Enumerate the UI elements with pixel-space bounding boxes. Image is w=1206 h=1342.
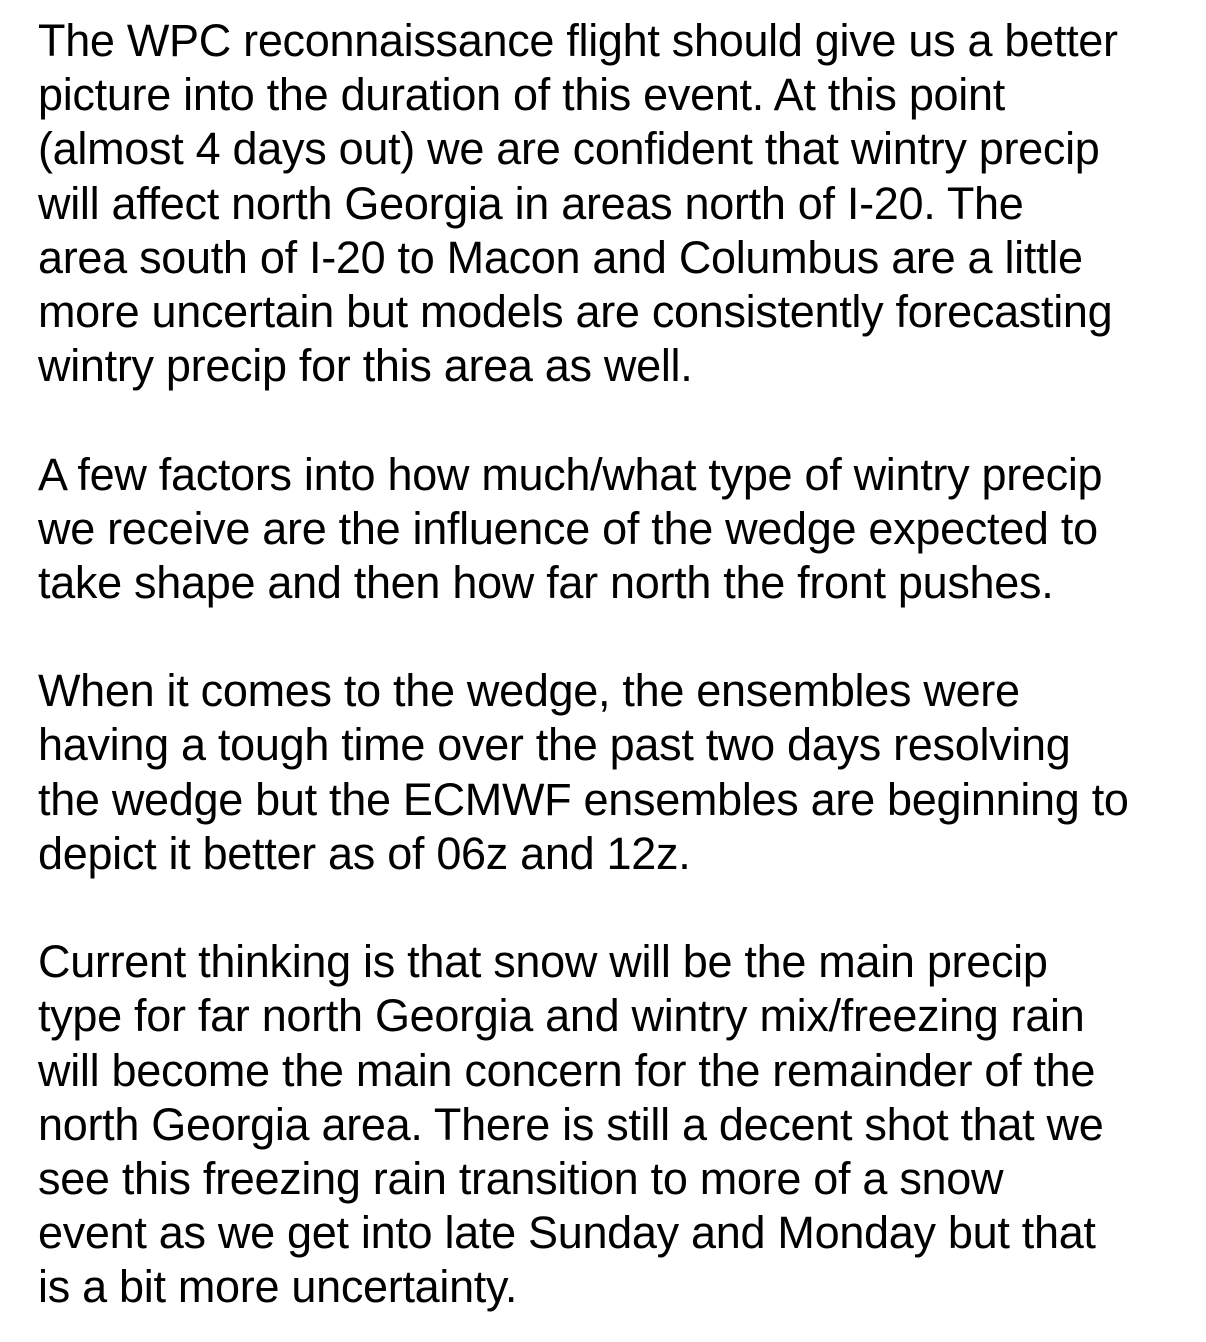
text-line: will affect north Georgia in areas north of I-20. The [38,177,1024,229]
paragraph-spacer [38,610,1188,664]
text-line: event as we get into late Sunday and Monday but that [38,1207,1096,1259]
text-line: having a tough time over the past two days resolving [38,719,1071,771]
text-line: depict it better as of 06z and 12z. [38,827,691,879]
text-line: see this freezing rain transition to more of a snow [38,1152,1004,1204]
paragraph-2 [38,448,1188,611]
text-line: picture into the duration of this event. At this point [38,69,1005,121]
text-line: more uncertain but models are consistently forecasting [38,285,1113,337]
text-line: type for far north Georgia and wintry mix/freezing rain [38,990,1085,1042]
text-line: will become the main concern for the remainder of the [38,1044,1096,1096]
text-line: take shape and then how far north the front pushes. [38,556,1054,608]
text-line: the wedge but the ECMWF ensembles are beginning to [38,773,1129,825]
text-line: The WPC reconnaissance flight should give us a better [38,15,1118,66]
paragraph-3 [38,664,1188,881]
note-body [38,14,1188,1315]
paragraph-spacer [38,393,1188,447]
text-line: (almost 4 days out) we are confident that wintry precip [38,123,1100,175]
text-line: is a bit more uncertainty. [38,1261,518,1313]
paragraph-4 [38,935,1188,1314]
text-line: wintry precip for this area as well. [38,340,693,392]
text-line: A few factors into how much/what type of wintry precip [38,448,1103,500]
paragraph-spacer [38,881,1188,935]
text-line: When it comes to the wedge, the ensembles were [38,665,1020,717]
text-line: area south of I-20 to Macon and Columbus are a little [38,231,1083,283]
paragraph-1 [38,14,1188,393]
text-line: Current thinking is that snow will be the main precip [38,936,1048,988]
text-line: north Georgia area. There is still a decent shot that we [38,1098,1104,1150]
text-line: we receive are the influence of the wedge expected to [38,502,1098,554]
